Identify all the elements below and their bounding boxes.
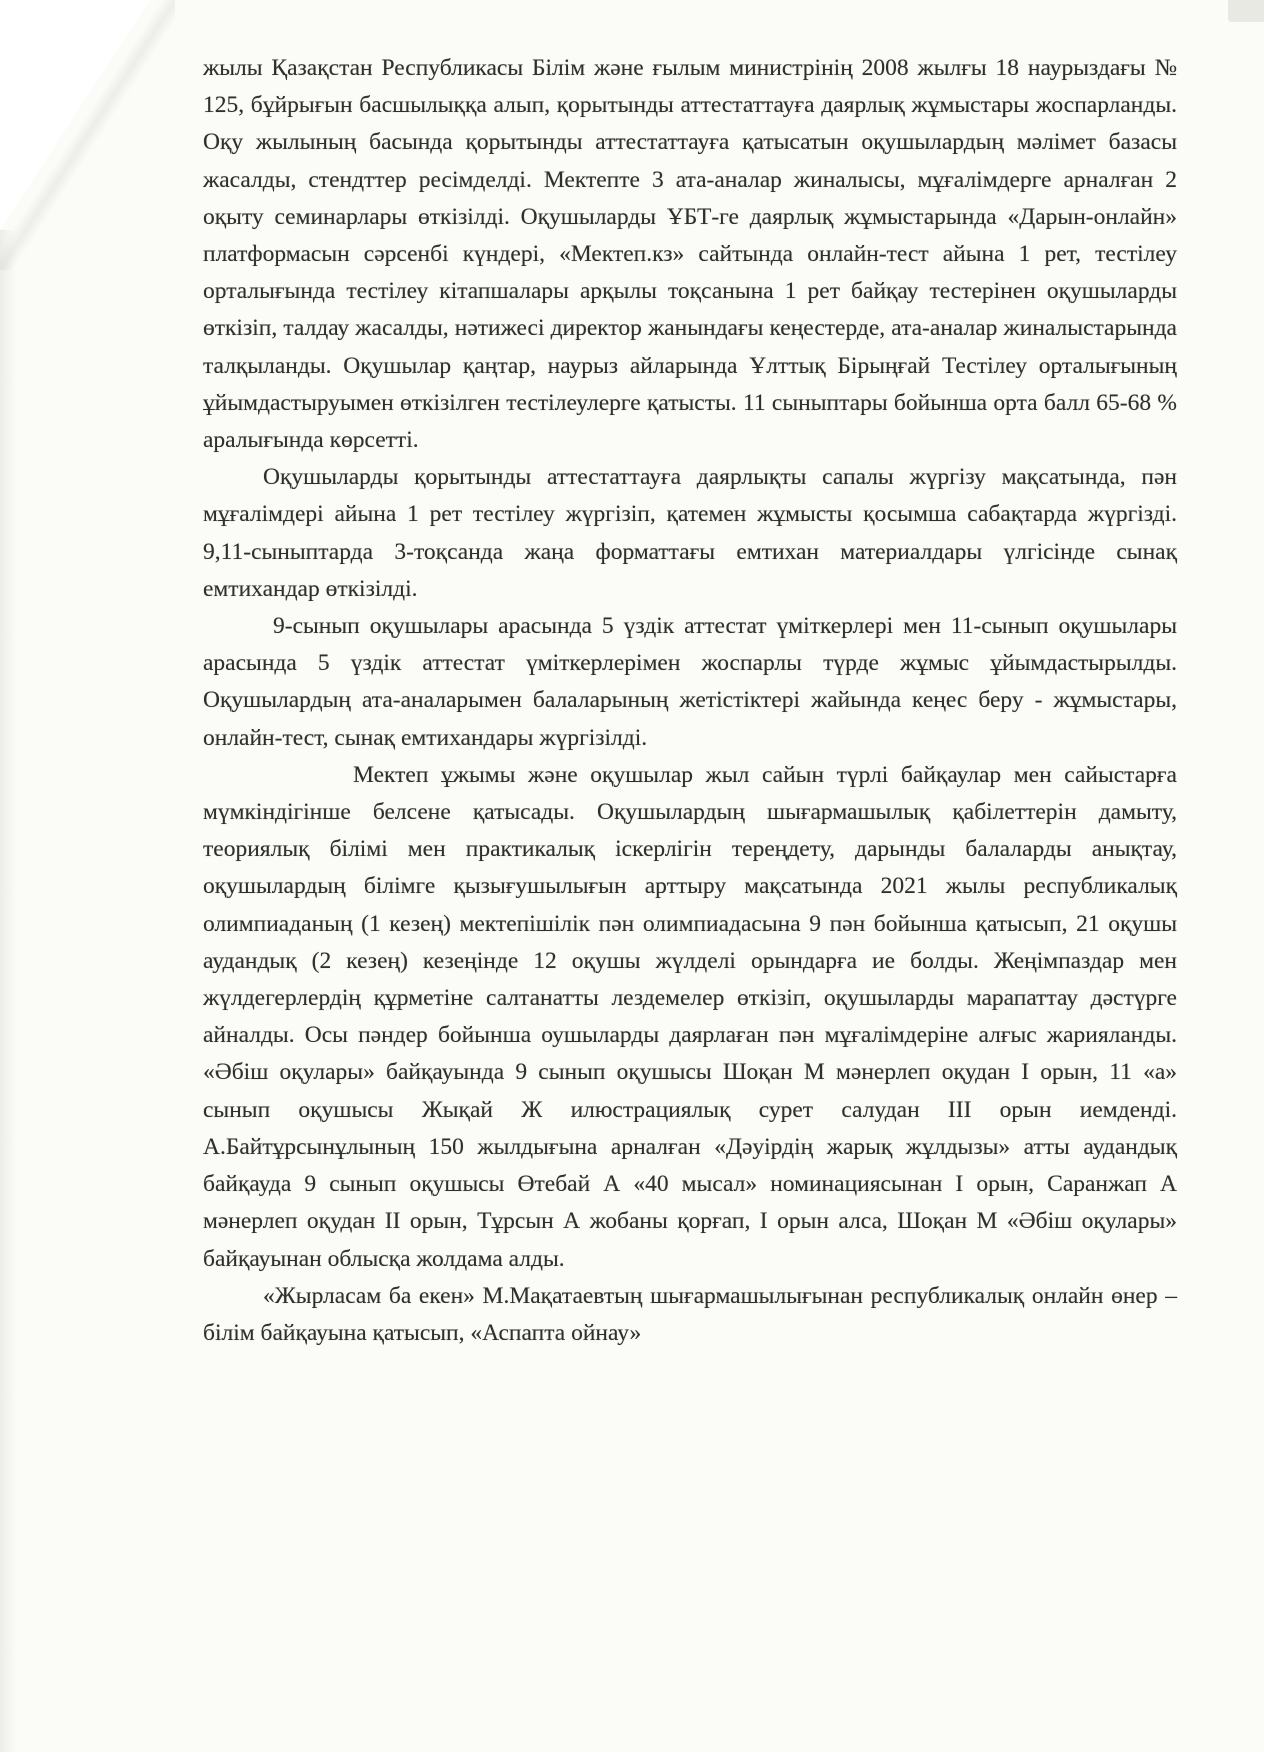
page-edge-shadow — [0, 230, 16, 1752]
paragraph-final-attestation: жылы Қазақстан Республикасы Білім және ғылым министрінің 2008 жылғы 18 наурыздағы № 125, бұйрығын басшылыққа алып, қорытынды аттестаттауға даярлық жұмыстары жоспарланды. Оқу жылының басында қорытынды аттестаттауға қатысатын оқушылардың мәлімет базасы жасалды, стендттер ресімделді. Мектепте 3 ата-аналар жиналысы, мұғалімдерге арналған 2 оқыту семинарлары өткізілді. Оқушыларды ҰБТ-ге даярлық жұмыстарында «Дарын-онлайн» платформасын сәрсенбі күндері, «Мектеп.кз» сайтында онлайн-тест айына 1 рет, тестілеу орталығында тестілеу кітапшалары арқылы тоқсанына 1 рет байқау тестерінен оқушыларды өткізіп, талдау жасалды, нәтижесі директор жанындағы кеңестерде, ата-аналар жиналыстарында талқыланды. Оқушылар қаңтар, наурыз айларында Ұлттық Бірыңғай Тестілеу орталығының ұйымдастыруымен өткізілген тестілеулерге қатысты. 11 сыныптары бойынша орта балл 65-68 % аралығында көрсетті. — [203, 55, 1177, 454]
paragraph-test-preparation: Оқушыларды қорытынды аттестаттауға даярлықты сапалы жүргізу мақсатында, пән мұғалімдері айына 1 рет тестілеу жүргізіп, қатемен жұмысты қосымша сабақтарда жүргізді. 9,11-сыныптарда 3-тоқсанда жаңа форматтағы емтихан материалдары үлгісінде сынақ емтихандар өткізілді. — [203, 464, 1177, 602]
folded-corner — [0, 0, 150, 230]
paragraph-online-contest: «Жырласам ба екен» М.Мақатаевтың шығармашылығынан республикалық онлайн өнер – білім байқауына қатысып, «Аспапта ойнау» — [203, 1282, 1177, 1346]
scan-corner-mark — [1228, 0, 1264, 22]
document-body — [203, 50, 1177, 1352]
paragraph-honor-candidates: 9-сынып оқушылары арасында 5 үздік аттестат үміткерлері мен 11-сынып оқушылары арасында 5 үздік аттестат үміткерлерімен жоспарлы түрде жұмыс ұйымдастырылды. Оқушылардың ата-аналарымен балаларының жетістіктері жайында кеңес беру - жұмыстары, онлайн-тест, сынақ емтихандары жүргізілді. — [203, 613, 1177, 751]
paragraph-olympiads-contests: Мектеп ұжымы және оқушылар жыл сайын түрлі байқаулар мен сайыстарға мүмкіндігінше белсене қатысады. Оқушылардың шығармашылық қабілеттерін дамыту, теориялық білімі мен практикалық іскерлігін тереңдету, дарынды балаларды анықтау, оқушылардың білімге қызығушылығын арттыру мақсатында 2021 жылы республикалық олимпиаданың (1 кезең) мектепішілік пән олимпиадасына 9 пән бойынша қатысып, 21 оқушы аудандық (2 кезең) кезеңінде 12 оқушы жүлделі орындарға ие болды. Жеңімпаздар мен жүлдегерлердің құрметіне салтанатты лездемелер өткізіп, оқушыларды марапаттау дәстүрге айналды. Осы пәндер бойынша оушыларды даярлаған пән мұғалімдеріне алғыс жарияланды. «Әбіш оқулары» байқауында 9 сынып оқушысы Шоқан М мәнерлеп оқудан І орын, 11 «а» сынып оқушысы Жықай Ж илюстрациялық сурет салудан ІІІ орын иемденді. А.Байтұрсынұлының 150 жылдығына арналған «Дәуірдің жарық жұлдызы» атты аудандық байқауда 9 сынып оқушысы Өтебай А «40 мысал» номинациясынан І орын, Саранжап А мәнерлеп оқудан ІІ орын, Тұрсын А жобаны қорғап, І орын алса, Шоқан М «Әбіш оқулары» байқауынан облысқа жолдама алды. — [203, 761, 1177, 1272]
